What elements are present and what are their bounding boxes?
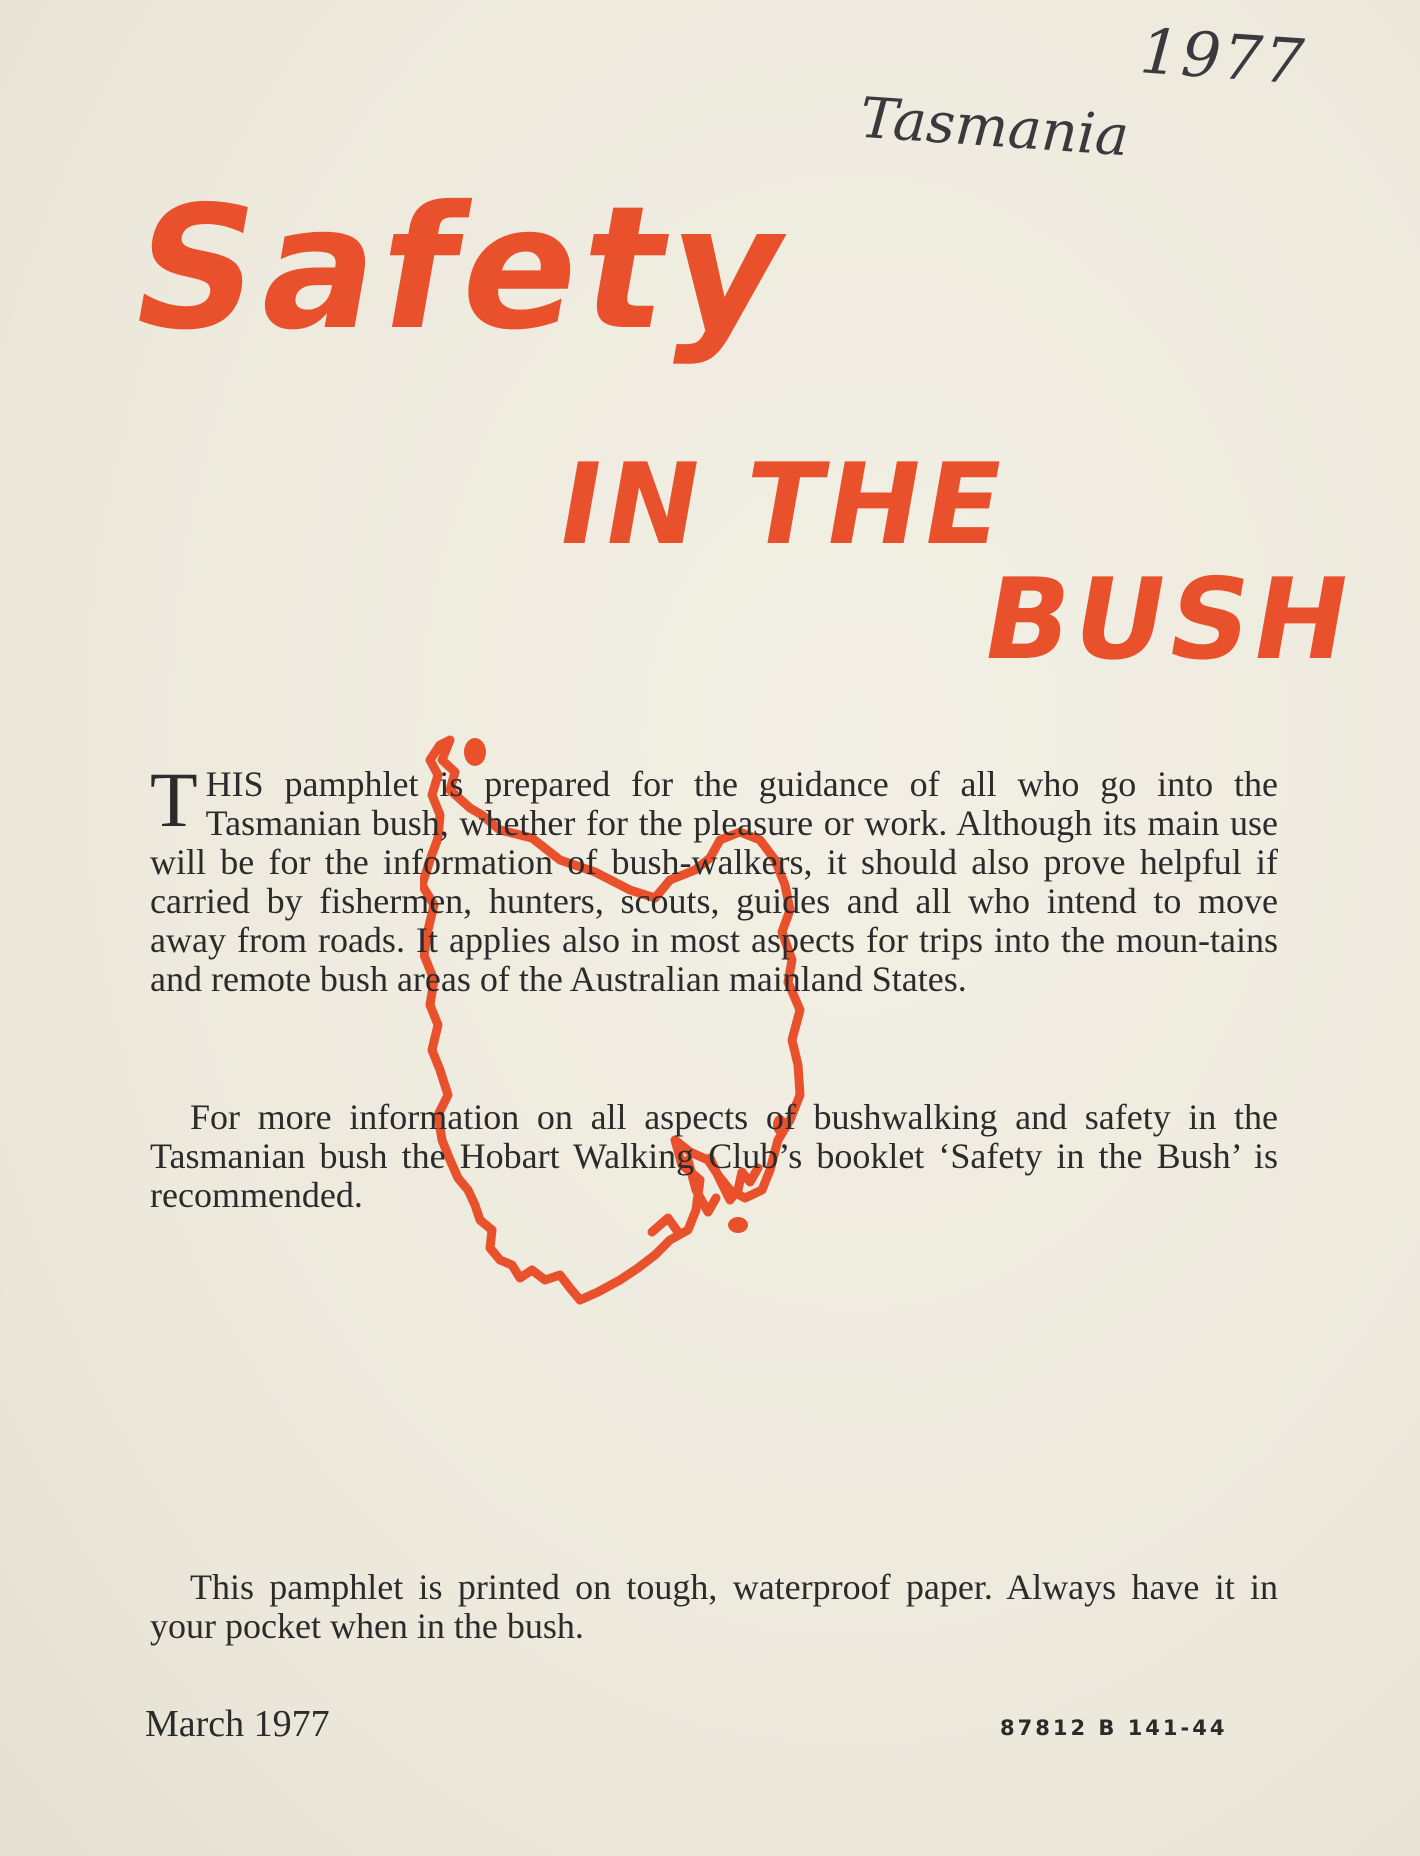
title-safety: Safety — [117, 170, 807, 368]
more-info-paragraph: For more information on all aspects of bushwalking and safety in the Tasmanian bush the Hobart Walking Club’s booklet ‘Safety in the Bush’ is recommended. — [150, 1097, 1278, 1215]
handwritten-place: Tasmania — [858, 85, 1131, 170]
intro-paragraph-text: HIS pamphlet is prepared for the guidance of all who go into the Tasmanian bush, whether for the pleasure or work. Although its main use will be for the information of bush-walkers, it should also prove helpful if carried by fishermen, hunters, scouts, guides and all who intend to move away from roads. It applies also in most aspects for trips into the moun-tains and remote bush areas of the Australian mainland States. — [150, 764, 1278, 999]
drop-cap: T — [150, 756, 198, 843]
handwritten-year: 1977 — [1137, 14, 1309, 99]
intro-paragraph — [150, 756, 1278, 999]
publication-date: March 1977 — [145, 1703, 330, 1745]
title-in-the: IN THE — [548, 440, 1017, 570]
print-code: 87812 B 141-44 — [1000, 1716, 1228, 1740]
title-bush: BUSH — [973, 555, 1364, 685]
waterproof-note-paragraph: This pamphlet is printed on tough, waterproof paper. Always have it in your pocket when in the bush. — [150, 1567, 1278, 1646]
